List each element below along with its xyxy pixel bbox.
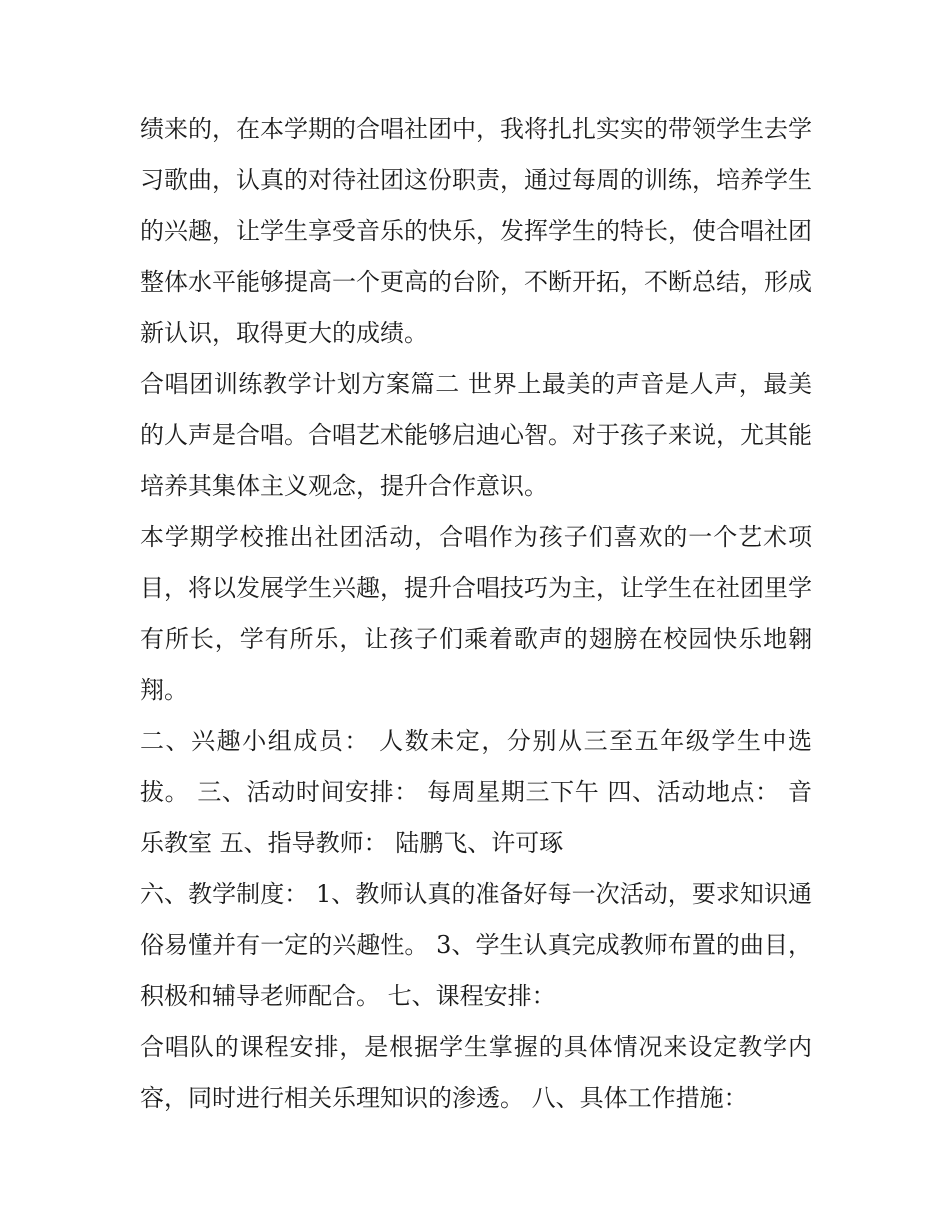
document-body [140, 104, 812, 1124]
paragraph-1: 绩来的，在本学期的合唱社团中，我将扎扎实实的带领学生去学习歌曲，认真的对待社团这份职责，通过每周的训练，培养学生的兴趣，让学生享受音乐的快乐，发挥学生的特长，使合唱社团整体水平能够提高一个更高的台阶，不断开拓，不断总结，形成新认识，取得更大的成绩。 [140, 115, 812, 347]
paragraph-4: 二、兴趣小组成员： 人数未定，分别从三至五年级学生中选拔。 三、活动时间安排： 每周星期三下午 四、活动地点： 音乐教室 五、指导教师： 陆鹏飞、许可琢 [140, 727, 812, 857]
paragraph-3: 本学期学校推出社团活动，合唱作为孩子们喜欢的一个艺术项目，将以发展学生兴趣，提升合唱技巧为主，让学生在社团里学有所长，学有所乐，让孩子们乘着歌声的翅膀在校园快乐地翱翔。 [140, 523, 812, 704]
paragraph-2: 合唱团训练教学计划方案篇二 世界上最美的声音是人声，最美的人声是合唱。合唱艺术能够启迪心智。对于孩子来说，尤其能培养其集体主义观念，提升合作意识。 [140, 370, 812, 500]
paragraph-5: 六、教学制度： 1、教师认真的准备好每一次活动，要求知识通俗易懂并有一定的兴趣性。 3、学生认真完成教师布置的曲目，积极和辅导老师配合。 七、课程安排： [140, 880, 812, 1010]
paragraph-6: 合唱队的课程安排，是根据学生掌握的具体情况来设定教学内容，同时进行相关乐理知识的渗透。 八、具体工作措施： [140, 1033, 812, 1112]
